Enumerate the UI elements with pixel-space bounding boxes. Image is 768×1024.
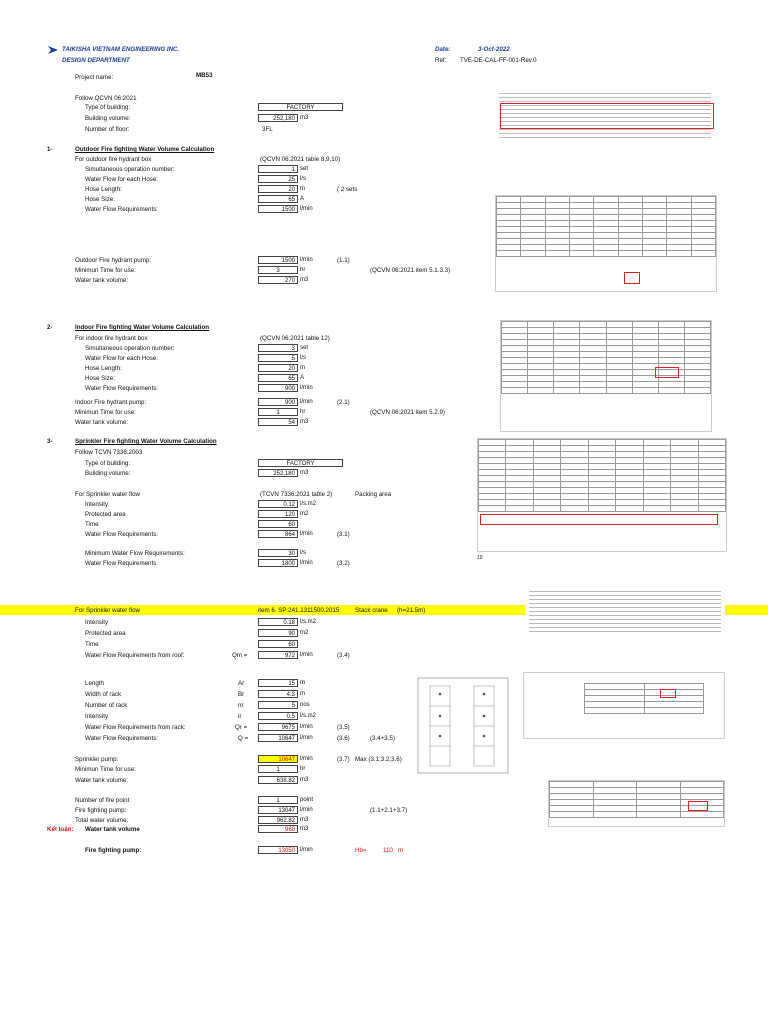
section1-sub: For outdoor fire hydrant box	[75, 156, 152, 163]
pump-head-unit: m	[398, 847, 404, 854]
s4-sub-ref: item 6. SP 241.1311500.2015	[258, 607, 340, 614]
s2-time-ref: (QCVN 06:2021 item 5.2.9)	[370, 409, 445, 416]
rack-row-symbol: Ar	[238, 680, 245, 687]
s1-row-unit: A	[300, 196, 305, 202]
s1-row-unit: m	[300, 186, 305, 192]
reference-highlight-box	[480, 514, 718, 525]
rack-row-unit: l/min	[300, 735, 313, 741]
section2-sub: For indoor fire hydrant box	[75, 335, 148, 342]
rack-row-eq2: (3.4+3.5)	[370, 735, 395, 742]
s2-time-unit: hr	[300, 409, 306, 415]
s3-wfr-label: Water Flow Requirements:	[85, 560, 159, 567]
s3-min-label: Minimum Water Flow Requirements:	[85, 550, 185, 557]
s2-row-label: Hose Size:	[85, 375, 115, 382]
section3-number: 3-	[47, 438, 53, 445]
building-volume-label: Building volume:	[85, 115, 131, 122]
fire-point-value: 1	[258, 796, 298, 804]
building-type-value: FACTORY	[258, 103, 343, 111]
rack-row-unit: m	[300, 691, 305, 697]
s3-volume-label: Building volume:	[85, 470, 131, 477]
rack-row-value: 5	[258, 701, 298, 709]
s4-row-value: 0.18	[258, 618, 298, 626]
total-pump-label: Fire fighting pump:	[75, 807, 127, 814]
s3-row-value: 864	[258, 530, 298, 538]
reference-excerpt-sp241	[525, 588, 725, 658]
s4-row-unit: l/min	[300, 652, 313, 658]
s3-row-value: 60	[258, 520, 298, 528]
ref-label: Ref:	[435, 57, 447, 64]
s2-row-unit: l/s	[300, 355, 306, 361]
date-value: 3-Oct-2022	[478, 46, 510, 53]
s1-tank-unit: m3	[300, 277, 309, 283]
rack-sprinkler-diagram	[410, 672, 518, 782]
s2-time-label: Minimun Time for use:	[75, 409, 136, 416]
conclusion-tank-label: Water tank volume	[85, 826, 140, 833]
company-name: TAIKISHA VIETNAM ENGINEERING INC.	[62, 46, 180, 53]
rack-row-unit: nos	[300, 702, 310, 708]
rack-row-symbol: Br	[238, 691, 245, 698]
department-name: DESIGN DEPARTMENT	[62, 57, 130, 64]
s1-time-ref: (QCVN 06:2021 item 5.1.3.3)	[370, 267, 451, 274]
s4-time-unit: hr	[300, 766, 306, 772]
s3-sub-ref: (TCVN 7336:2021 table 2)	[260, 491, 333, 498]
s4-tank-label: Water tank volume:	[75, 777, 129, 784]
s3-row-eq: (3.1)	[337, 531, 350, 538]
reference-highlight-box	[660, 689, 676, 698]
rack-row-value: 15	[258, 679, 298, 687]
section2-ref: (QCVN 06:2021 table 12)	[260, 335, 330, 342]
s2-pump-label: Indoor Fire hydrant pump:	[75, 399, 147, 406]
s4-row-value: 90	[258, 629, 298, 637]
section1-number: 1-	[47, 146, 53, 153]
sprinkler-pump-label: Sprinkler pump:	[75, 756, 119, 763]
s3-sub-area: Packing area	[355, 491, 392, 498]
s3-wfr-value: 1800	[258, 559, 298, 567]
conclusion-pump-label: Fire fighting pump:	[85, 847, 142, 854]
s3-type-label: Type of building:	[85, 460, 131, 467]
s3-row-label: Intensity	[85, 501, 109, 508]
pump-head-label: Hb=	[355, 847, 367, 854]
section1-ref: (QCVN 06:2021 table 8,9,10)	[260, 156, 341, 163]
ref-page-number: 10	[477, 555, 483, 561]
s2-pump-eq: (2.1)	[337, 399, 350, 406]
company-logo	[47, 44, 59, 56]
s3-row-unit: l/min	[300, 531, 313, 537]
s2-row-label: Water Flow for each Hose:	[85, 355, 159, 362]
sprinkler-pump-value: 10647	[258, 755, 298, 763]
rack-row-label: Length	[85, 680, 104, 687]
s3-min-unit: l/s	[300, 550, 306, 556]
s1-row-unit: set	[300, 166, 309, 172]
rack-row-unit: l/min	[300, 724, 313, 730]
rack-row-label: Width of rack	[85, 691, 122, 698]
s2-row-unit: l/min	[300, 385, 313, 391]
s3-sub: For Sprinkler water flow	[75, 491, 140, 498]
section1-title: Outdoor Fire fighting Water Volume Calculation	[75, 146, 215, 153]
s3-volume-unit: m3	[300, 470, 309, 476]
s2-row-value: 5	[258, 354, 298, 362]
project-value: MB53	[196, 72, 213, 79]
s2-row-value: 900	[258, 384, 298, 392]
s1-row-label: Hose Length:	[85, 186, 122, 193]
s4-time-label: Minimun Time for use:	[75, 766, 136, 773]
rack-row-eq: (3.5)	[337, 724, 350, 731]
building-volume-value: 252,180	[258, 114, 298, 122]
total-volume-value: 962.82	[258, 816, 298, 824]
s4-tank-unit: m3	[300, 777, 309, 783]
ref-value: TVE-DE-CAL-FF-001-Rev.0	[460, 57, 537, 64]
s4-row-label: Protected area	[85, 630, 126, 637]
s3-row-unit: m2	[300, 511, 309, 517]
total-pump-eq: (1.1+2.1+3.7)	[370, 807, 408, 814]
s1-row-value: 65	[258, 195, 298, 203]
s2-row-label: Simultaneous operation number:	[85, 345, 175, 352]
reference-highlight-box	[688, 801, 708, 811]
s1-pump-unit: l/min	[300, 257, 313, 263]
s1-time-label: Minimun Time for use:	[75, 267, 136, 274]
total-volume-unit: m3	[300, 817, 309, 823]
s4-tank-value: 638.82	[258, 776, 298, 784]
s1-pump-eq: (1.1)	[337, 257, 350, 264]
s4-row-value: 60	[258, 640, 298, 648]
rack-row-unit: l/s.m2	[300, 713, 317, 719]
rack-row-value: 0.5	[258, 712, 298, 720]
s4-sub: For Sprinkler water flow	[75, 607, 140, 614]
conclusion-tank-value: 960	[258, 825, 298, 833]
s4-row-unit: m2	[300, 630, 309, 636]
total-pump-value: 13047	[258, 806, 298, 814]
s1-row-value: 25	[258, 175, 298, 183]
s2-row-unit: A	[300, 375, 305, 381]
rack-row-symbol: ir	[238, 713, 242, 720]
s3-row-value: 120	[258, 510, 298, 518]
s2-tank-unit: m3	[300, 419, 309, 425]
rack-row-value: 10647	[258, 734, 298, 742]
s1-tank-value: 270	[258, 276, 298, 284]
s2-row-value: 3	[258, 344, 298, 352]
s3-wfr-unit: l/min	[300, 560, 313, 566]
s3-type-value: FACTORY	[258, 459, 343, 467]
total-pump-unit: l/min	[300, 807, 313, 813]
s1-tank-label: Water tank volume:	[75, 277, 129, 284]
s2-row-label: Water Flow Requirements:	[85, 385, 159, 392]
s4-row-label: Intensity	[85, 619, 109, 626]
s3-row-label: Time	[85, 521, 99, 528]
s2-row-value: 65	[258, 374, 298, 382]
reference-highlight-box	[655, 367, 679, 378]
s1-row-note: ( 2 sets	[337, 186, 358, 193]
fire-point-label: Number of fire point	[75, 797, 130, 804]
s3-row-label: Water Flow Requirements:	[85, 531, 159, 538]
conclusion-tank-unit: m3	[300, 826, 309, 832]
s1-pump-label: Outdoor Fire hydrant pump:	[75, 257, 152, 264]
s1-time-value: 3	[258, 266, 298, 274]
s2-row-value: 20	[258, 364, 298, 372]
rack-row-unit: m	[300, 680, 305, 686]
section3-follow: Follow TCVN 7336:2003	[75, 449, 143, 456]
s4-row-symbol: Qm =	[232, 652, 248, 659]
rack-row-value: 9675	[258, 723, 298, 731]
s2-row-unit: set	[300, 345, 309, 351]
rack-row-label: Number of rack	[85, 702, 128, 709]
fire-point-unit: point	[300, 797, 314, 803]
pump-head-value: 110	[383, 847, 393, 854]
rack-row-label: Intensity	[85, 713, 109, 720]
s4-stack: Stack crane	[355, 607, 388, 614]
s1-row-value: 1500	[258, 205, 298, 213]
s2-tank-label: Water tank volume:	[75, 419, 129, 426]
s3-row-value: 0.12	[258, 500, 298, 508]
s2-row-unit: m	[300, 365, 305, 371]
reference-table-12	[500, 320, 712, 432]
general-follow: Follow QCVN 06:2021	[75, 95, 137, 102]
sprinkler-pump-max: Max (3.1;3.2;3.6)	[355, 756, 402, 763]
reference-table-rack	[523, 672, 725, 739]
sprinkler-pump-eq: (3.7)	[337, 756, 350, 763]
s1-row-label: Hose Size:	[85, 196, 115, 203]
section3-title: Sprinkler Fire fighting Water Volume Calculation	[75, 438, 217, 445]
floor-value: 3FL	[262, 126, 273, 133]
s1-row-unit: l/min	[300, 206, 313, 212]
s1-time-unit: hr	[300, 267, 306, 273]
s2-pump-value: 900	[258, 398, 298, 406]
s1-row-label: Water Flow for each Hose:	[85, 176, 159, 183]
s3-row-label: Protected area	[85, 511, 126, 518]
project-label: Project name:	[75, 74, 114, 81]
s4-row-value: 972	[258, 651, 298, 659]
s3-row-unit: l/s.m2	[300, 501, 317, 507]
rack-row-symbol: nr	[238, 702, 244, 709]
conclusion-label: Kết luận:	[47, 826, 74, 833]
conclusion-pump-value: 13050	[258, 846, 298, 854]
reference-table-10	[495, 195, 717, 292]
reference-highlight-box	[624, 272, 640, 284]
date-label: Date:	[435, 46, 451, 53]
reference-highlight-box	[500, 103, 714, 129]
s2-row-label: Hose Length:	[85, 365, 122, 372]
reference-table-tcvn7336	[477, 438, 727, 552]
rack-row-symbol: Qr =	[235, 724, 248, 731]
conclusion-pump-unit: l/min	[300, 847, 313, 853]
s2-time-value: 1	[258, 408, 298, 416]
s4-row-eq: (3.4)	[337, 652, 350, 659]
building-type-label: Type of building:	[85, 104, 131, 111]
s4-time-value: 1	[258, 765, 298, 773]
rack-row-value: 4.3	[258, 690, 298, 698]
s2-pump-unit: l/min	[300, 399, 313, 405]
rack-row-symbol: Q =	[238, 735, 249, 742]
s1-row-label: Simultaneous operation number:	[85, 166, 175, 173]
rack-row-label: Water Flow Requirements from rack:	[85, 724, 186, 731]
s1-row-value: 1	[258, 165, 298, 173]
s4-stack-height: (h=21.5m)	[397, 607, 426, 614]
s4-row-unit: l/s.m2	[300, 619, 317, 625]
total-volume-label: Total water volume:	[75, 817, 129, 824]
section2-number: 2-	[47, 324, 53, 331]
s3-wfr-eq: (3.2)	[337, 560, 350, 567]
rack-row-eq: (3.6)	[337, 735, 350, 742]
sprinkler-pump-unit: l/min	[300, 756, 313, 762]
s2-tank-value: 54	[258, 418, 298, 426]
floor-label: Number of floor:	[85, 126, 130, 133]
s4-row-label: Water Flow Requirements from roof:	[85, 652, 185, 659]
s1-row-unit: l/s	[300, 176, 306, 182]
rack-row-label: Water Flow Requirements:	[85, 735, 159, 742]
s1-pump-value: 1500	[258, 256, 298, 264]
s3-volume-value: 252,180	[258, 469, 298, 477]
s3-min-value: 30	[258, 549, 298, 557]
building-volume-unit: m3	[300, 115, 309, 121]
s4-row-label: Time	[85, 641, 99, 648]
s1-row-label: Water Flow Requirements:	[85, 206, 159, 213]
section2-title: Indoor Fire fighting Water Volume Calculation	[75, 324, 210, 331]
s1-row-value: 20	[258, 185, 298, 193]
